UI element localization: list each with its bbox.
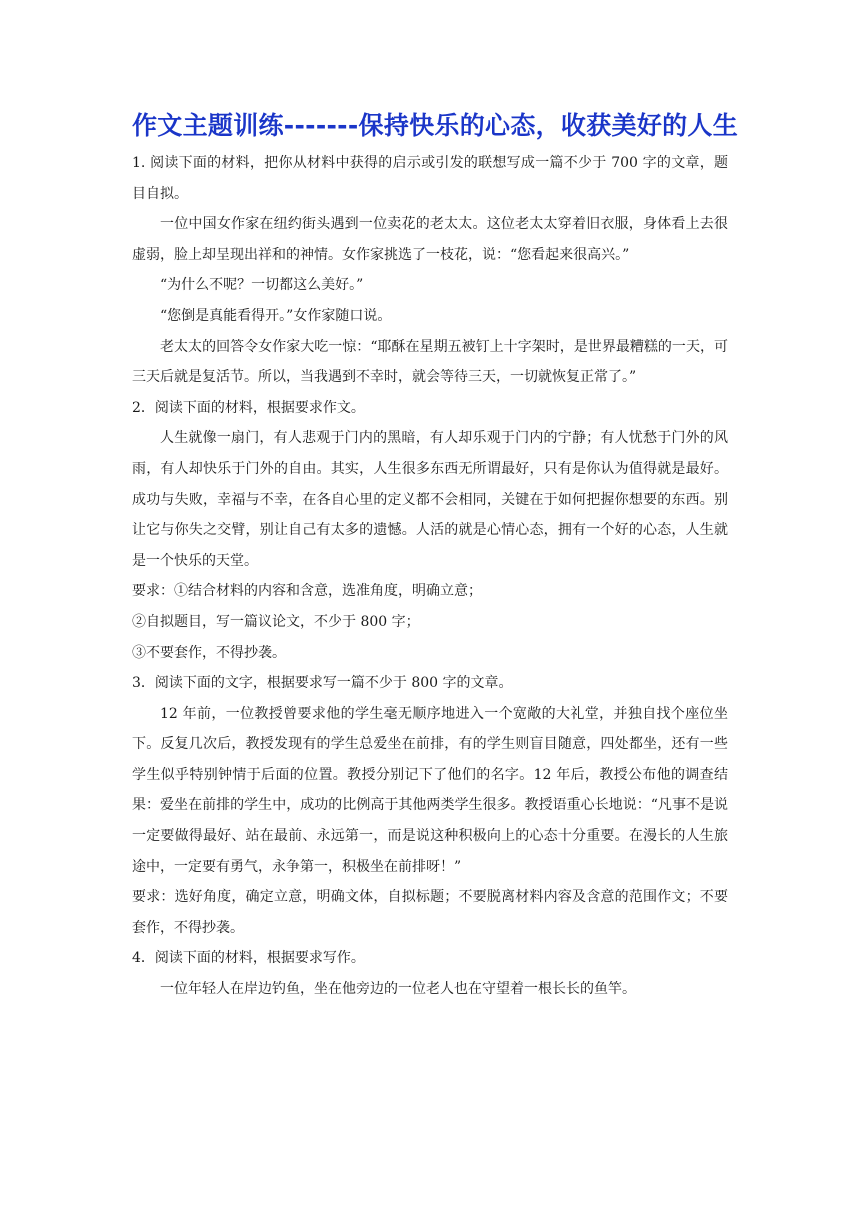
question-1-paragraph: 老太太的回答令女作家大吃一惊：“耶酥在星期五被钉上十字架时，是世界最糟糕的一天，可三天后就是复活节。所以，当我遇到不幸时，就会等待三天，一切就恢复正常了。”	[132, 338, 728, 386]
question-2-requirement: ②自拟题目，写一篇议论文，不少于 800 字；	[132, 613, 420, 630]
question-3-requirement: 要求：选好角度，确定立意，明确文体，自拟标题；不要脱离材料内容及含意的范围作文；不要套作，不得抄袭。	[132, 889, 728, 936]
document-title: 作文主题训练-------保持快乐的心态，收获美好的人生	[132, 111, 739, 140]
question-1-prompt: 1. 阅读下面的材料，把你从材料中获得的启示或引发的联想写成一篇不少于 700 字的文章，题目自拟。	[132, 155, 728, 202]
question-2-requirement: 要求：①结合材料的内容和含意，选准角度，明确立意；	[132, 583, 482, 600]
question-3-prompt: 3．阅读下面的文字，根据要求写一篇不少于 800 字的文章。	[132, 675, 513, 692]
question-4-paragraph: 一位年轻人在岸边钓鱼，坐在他旁边的一位老人也在守望着一根长长的鱼竿。	[160, 981, 636, 998]
question-1-paragraph: “您倒是真能看得开。”女作家随口说。	[160, 307, 392, 324]
question-2-prompt: 2．阅读下面的材料，根据要求作文。	[132, 399, 365, 416]
question-2-requirement: ③不要套作，不得抄袭。	[132, 644, 286, 661]
question-1-paragraph: 一位中国女作家在纽约街头遇到一位卖花的老太太。这位老太太穿着旧衣服，身体看上去很虚弱，脸上却呈现出祥和的神情。女作家挑选了一枝花，说：“您看起来很高兴。”	[132, 216, 728, 263]
question-3-paragraph: 12 年前，一位教授曾要求他的学生毫无顺序地进入一个宽敞的大礼堂，并独自找个座位坐下。反复几次后，教授发现有的学生总爱坐在前排，有的学生则盲目随意，四处都坐，还有一些学生似乎特别钟情于后面的位置。教授分别记下了他们的名字。12 年后，教授公布他的调查结果：爱坐在前排的学生中，成功的比例高于其他两类学生很多。教授语重心长地说：“凡事不是说一定要做得最好、站在最前、永远第一，而是说这种积极向上的心态十分重要。在漫长的人生旅途中，一定要有勇气，永争第一，积极坐在前排呀！”	[132, 705, 728, 875]
question-2-paragraph: 人生就像一扇门，有人悲观于门内的黑暗，有人却乐观于门内的宁静；有人忧愁于门外的风雨，有人却快乐于门外的自由。其实，人生很多东西无所谓最好，只有是你认为值得就是最好。成功与失败，幸福与不幸，在各自心里的定义都不会相同，关键在于如何把握你想要的东西。别让它与你失之交臂，别让自己有太多的遗憾。人活的就是心情心态，拥有一个好的心态，人生就是一个快乐的天堂。	[132, 430, 728, 569]
question-4-prompt: 4．阅读下面的材料，根据要求写作。	[132, 950, 365, 967]
question-1-paragraph: “为什么不呢？一切都这么美好。”	[160, 277, 364, 294]
